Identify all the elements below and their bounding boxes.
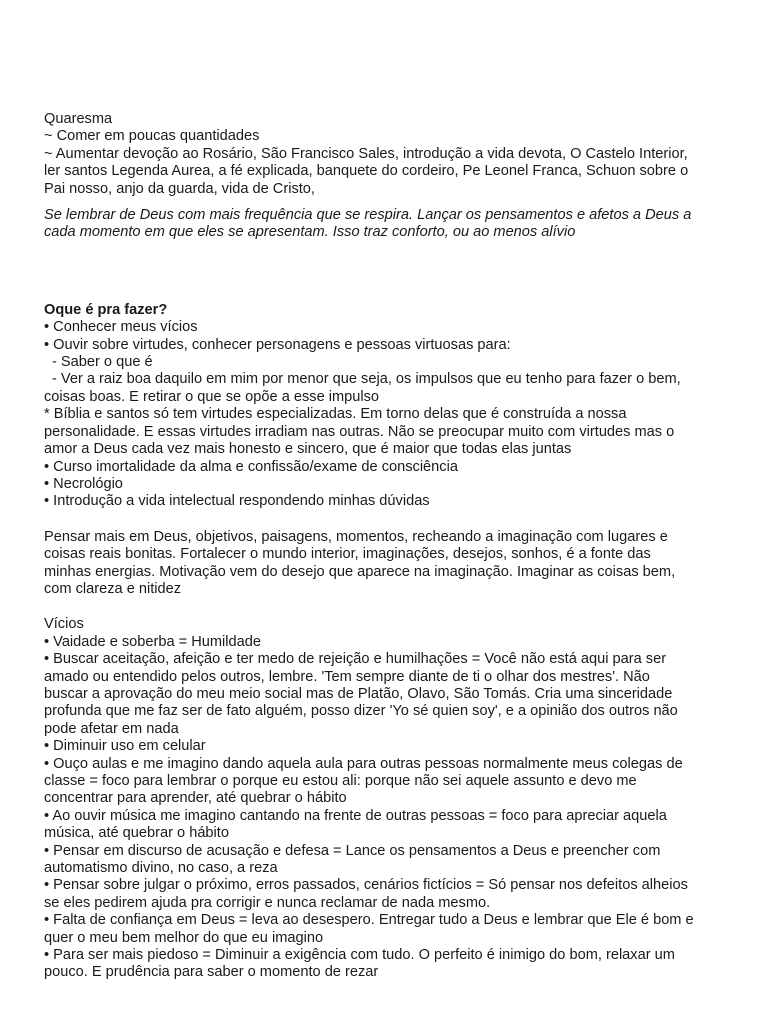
fazer-line: coisas boas. E retirar o que se opõe a esse impulso bbox=[44, 388, 380, 405]
vicios-line: • Para ser mais piedoso = Diminuir a exigência com tudo. O perfeito é inimigo do bom, relaxar um bbox=[44, 947, 675, 964]
vicios-line: pouco. E prudência para saber o momento de rezar bbox=[44, 964, 379, 981]
quaresma-title: Quaresma bbox=[44, 111, 113, 127]
vicios-line: classe = foco para lembrar o porque eu estou ali: porque não sei aquele assunto e devo me bbox=[44, 773, 637, 789]
fazer-heading: Oque é pra fazer? bbox=[44, 301, 168, 318]
quaresma-line: ~ Comer em poucas quantidades bbox=[44, 128, 260, 145]
fazer-line: amor a Deus cada vez mais honesto e sincero, que é maior que todas elas juntas bbox=[44, 441, 572, 458]
vicios-line: • Pensar em discurso de acusação e defesa = Lance os pensamentos a Deus e preencher com bbox=[44, 842, 661, 859]
pensar-line: com clareza e nitidez bbox=[44, 580, 182, 597]
vicios-line: • Ao ouvir música me imagino cantando na frente de outras pessoas = foco para apreciar aquela bbox=[44, 807, 667, 824]
fazer-line: • Introdução a vida intelectual respondendo minhas dúvidas bbox=[44, 493, 430, 510]
spacer bbox=[44, 511, 740, 529]
fazer-line: - Ver a raiz boa daquilo em mim por menor que seja, os impulsos que eu tenho para fazer o bem, bbox=[52, 371, 681, 388]
spacer bbox=[44, 598, 740, 616]
vicios-line: pode afetar em nada bbox=[44, 720, 179, 737]
quote-line: cada momento em que eles se apresentam. Isso traz conforto, ou ao menos alívio bbox=[44, 224, 576, 241]
quote-section bbox=[44, 207, 740, 242]
quote-line: Se lembrar de Deus com mais frequência que se respira. Lançar os pensamentos e afetos a Deus a bbox=[44, 207, 692, 224]
vicios-line: • Diminuir uso em celular bbox=[44, 738, 206, 755]
vicios-section bbox=[44, 616, 740, 982]
fazer-line: • Conhecer meus vícios bbox=[44, 319, 198, 336]
vicios-line: • Ouço aulas e me imagino dando aquela aula para outras pessoas normalmente meus colegas de bbox=[44, 755, 683, 772]
spacer bbox=[44, 242, 740, 302]
vicios-line: concentrar para aprender, até quebrar o hábito bbox=[44, 790, 347, 807]
vicios-line: • Buscar aceitação, afeição e ter medo de rejeição e humilhações = Você não está aqui para ser bbox=[44, 651, 667, 668]
pensar-line: minhas energias. Motivação vem do desejo que aparece na imaginação. Imaginar as coisas bem, bbox=[44, 563, 676, 580]
fazer-line: • Curso imortalidade da alma e confissão/exame de consciência bbox=[44, 458, 458, 475]
vicios-line: automatismo divino, no caso, a reza bbox=[44, 860, 278, 877]
quaresma-line: ler santos Legenda Aurea, a fé explicada, banquete do cordeiro, Pe Leonel Franca, Schuon sobre o bbox=[44, 163, 689, 180]
spacer bbox=[44, 198, 740, 207]
fazer-line: • Ouvir sobre virtudes, conhecer personagens e pessoas virtuosas para: bbox=[44, 336, 511, 353]
vicios-line: buscar a aprovação do meu meio social mas de Platão, Olavo, São Tomás. Cria uma sinceridade bbox=[44, 685, 673, 702]
pensar-line: Pensar mais em Deus, objetivos, paisagens, momentos, recheando a imaginação com lugares e bbox=[44, 528, 668, 545]
vicios-line: amado ou entendido pelos outros, lembre. 'Tem sempre diante de ti o olhar dos mestres'. Não bbox=[44, 668, 650, 685]
quaresma-line: ~ Aumentar devoção ao Rosário, São Francisco Sales, introdução a vida devota, O Castelo Interior, bbox=[44, 145, 688, 162]
vicios-line: se eles pedirem ajuda pra corrigir e nunca reclamar de nada mesmo. bbox=[44, 894, 491, 911]
vicios-heading: Vícios bbox=[44, 616, 84, 633]
fazer-line: * Bíblia e santos só tem virtudes especializadas. Em torno delas que é construída a nossa bbox=[44, 406, 627, 423]
quaresma-section bbox=[44, 111, 740, 198]
pensar-section bbox=[44, 529, 740, 599]
vicios-line: profunda que me faz ser de fato alguém, posso dizer 'Yo sé quien soy', e a opinião dos outros não bbox=[44, 703, 678, 720]
vicios-line: • Pensar sobre julgar o próximo, erros passados, cenários fictícios = Só pensar nos defeitos alheios bbox=[44, 877, 688, 894]
pensar-line: coisas reais bonitas. Fortalecer o mundo interior, imaginações, desejos, sonhos, é a fonte das bbox=[44, 546, 651, 563]
fazer-section bbox=[44, 302, 740, 511]
vicios-line: • Falta de confiança em Deus = leva ao desespero. Entregar tudo a Deus e lembrar que Ele é bom e bbox=[44, 912, 694, 929]
vicios-line: quer o meu bem melhor do que eu imagino bbox=[44, 929, 324, 946]
fazer-line: • Necrológio bbox=[44, 475, 123, 492]
vicios-line: • Vaidade e soberba = Humildade bbox=[44, 633, 261, 650]
vicios-line: música, até quebrar o hábito bbox=[44, 825, 229, 842]
fazer-line: - Saber o que é bbox=[52, 354, 153, 371]
quaresma-line: Pai nosso, anjo da guarda, vida de Cristo, bbox=[44, 180, 315, 197]
fazer-line: personalidade. E essas virtudes irradiam nas outras. Não se preocupar muito com virtudes mas o bbox=[44, 423, 675, 440]
